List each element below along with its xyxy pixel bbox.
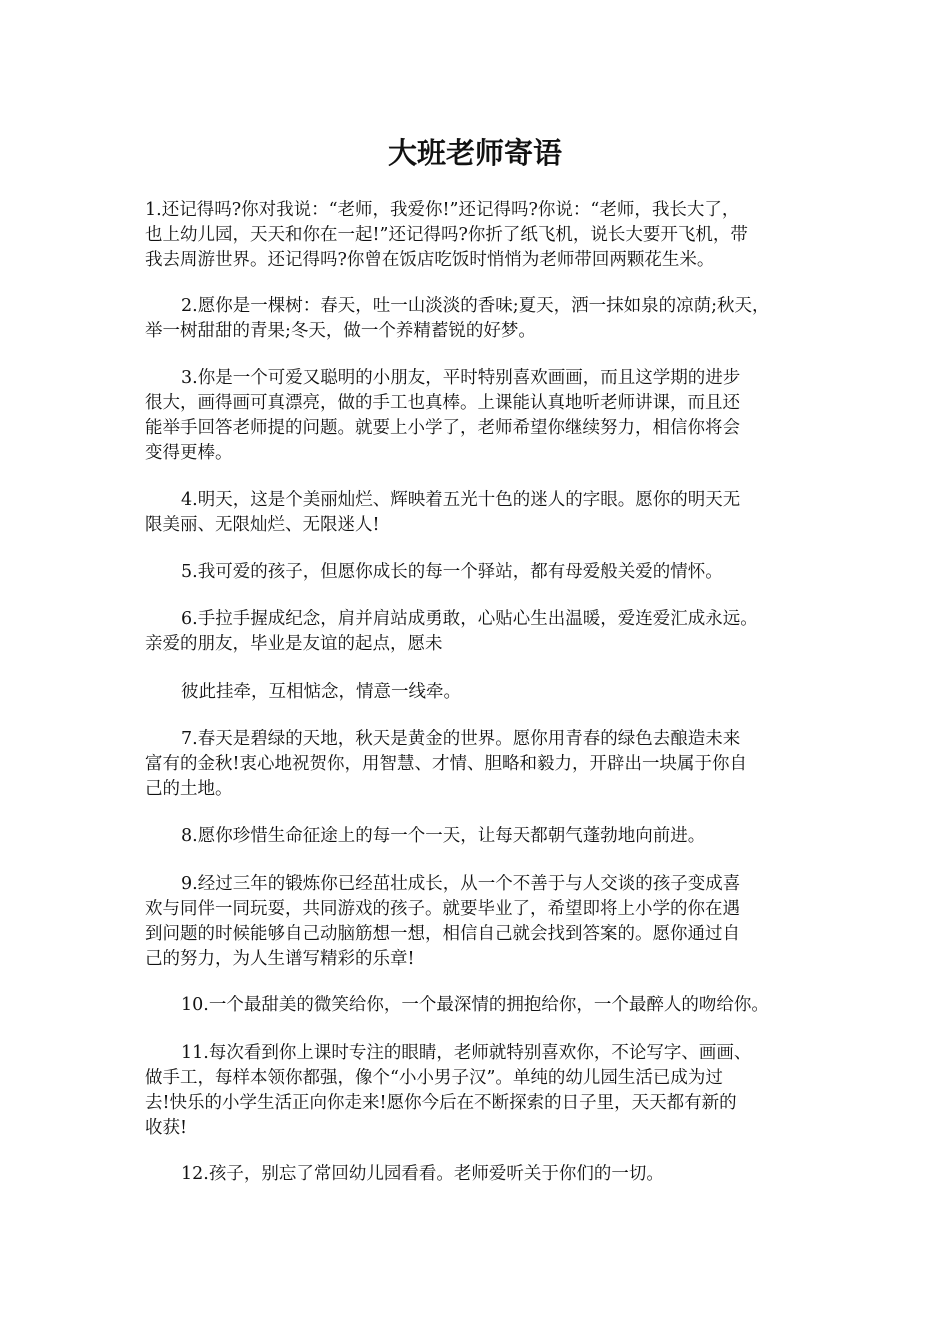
paragraph-10: [145, 993, 795, 1018]
paragraph-line: 收获!: [145, 1118, 188, 1138]
paragraph-9: [145, 872, 795, 972]
paragraph-line: 己的土地。: [145, 779, 233, 799]
paragraph-line: 变得更棒。: [145, 443, 233, 463]
paragraph-line: 5.我可爱的孩子，但愿你成长的每一个驿站，都有母爱般关爱的情怀。: [181, 562, 723, 582]
paragraph-7: [145, 727, 795, 802]
paragraph-1: [145, 198, 795, 273]
paragraph-line: 10.一个最甜美的微笑给你，一个最深情的拥抱给你，一个最醉人的吻给你。: [181, 995, 769, 1015]
paragraph-line: 8.愿你珍惜生命征途上的每一个一天，让每天都朝气蓬勃地向前进。: [181, 826, 706, 846]
paragraph-line: 也上幼儿园，天天和你在一起!”还记得吗?你折了纸飞机，说长大要开飞机，带: [145, 225, 748, 245]
paragraph-line: 我去周游世界。还记得吗?你曾在饭店吃饭时悄悄为老师带回两颗花生米。: [145, 250, 715, 270]
paragraph-8: [145, 824, 795, 849]
paragraph-line: 限美丽、无限灿烂、无限迷人!: [145, 515, 380, 535]
paragraph-12: [145, 1162, 795, 1187]
paragraph-line: 己的努力，为人生谱写精彩的乐章!: [145, 949, 415, 969]
paragraph-line: 11.每次看到你上课时专注的眼睛，老师就特别喜欢你，不论写字、画画、: [181, 1043, 752, 1063]
paragraph-line: 2.愿你是一棵树：春天，吐一山淡淡的香味;夏天，洒一抹如泉的凉荫;秋天，: [181, 296, 770, 316]
paragraph-2: [145, 294, 795, 344]
paragraph-line: 亲爱的朋友，毕业是友谊的起点，愿未: [145, 634, 443, 654]
paragraph-line: 能举手回答老师提的问题。就要上小学了，老师希望你继续努力，相信你将会: [145, 418, 740, 438]
paragraph-line: 举一树甜甜的青果;冬天，做一个养精蓄锐的好梦。: [145, 321, 536, 341]
paragraph-line: 3.你是一个可爱又聪明的小朋友，平时特别喜欢画画，而且这学期的进步: [181, 368, 741, 388]
paragraph-line: 6.手拉手握成纪念，肩并肩站成勇敢，心贴心生出温暖，爱连爱汇成永远。: [181, 609, 758, 629]
paragraph-4: [145, 488, 795, 538]
paragraph-line: 很大，画得画可真漂亮，做的手工也真棒。上课能认真地听老师讲课，而且还: [145, 393, 740, 413]
paragraph-line: 4.明天，这是个美丽灿烂、辉映着五光十色的迷人的字眼。愿你的明天无: [181, 490, 741, 510]
paragraph-line: 7.春天是碧绿的天地，秋天是黄金的世界。愿你用青春的绿色去酿造未来: [181, 729, 741, 749]
paragraph-line: 彼此挂牵，互相惦念，情意一线牵。: [181, 682, 461, 702]
paragraph-line: 欢与同伴一同玩耍，共同游戏的孩子。就要毕业了，希望即将上小学的你在遇: [145, 899, 740, 919]
paragraph-3: [145, 366, 795, 466]
paragraph-line: 富有的金秋!衷心地祝贺你，用智慧、才情、胆略和毅力，开辟出一块属于你自: [145, 754, 748, 774]
paragraph-line: 做手工，每样本领你都强，像个“小小男子汉”。单纯的幼儿园生活已成为过: [145, 1068, 723, 1088]
document-title: 大班老师寄语: [387, 136, 562, 170]
paragraph-line: 1.还记得吗?你对我说：“老师，我爱你!”还记得吗?你说：“老师，我长大了，: [145, 200, 740, 220]
paragraph-line: 到问题的时候能够自己动脑筋想一想，相信自己就会找到答案的。愿你通过自: [145, 924, 740, 944]
paragraph-11: [145, 1041, 795, 1141]
paragraph-6: [145, 607, 795, 657]
paragraph-line: 12.孩子，别忘了常回幼儿园看看。老师爱听关于你们的一切。: [181, 1164, 664, 1184]
paragraph-line: 9.经过三年的锻炼你已经茁壮成长，从一个不善于与人交谈的孩子变成喜: [181, 874, 741, 894]
paragraph-5: [145, 560, 795, 585]
paragraph-6-continued: [145, 680, 795, 705]
paragraph-line: 去!快乐的小学生活正向你走来!愿你今后在不断探索的日子里，天天都有新的: [145, 1093, 737, 1113]
